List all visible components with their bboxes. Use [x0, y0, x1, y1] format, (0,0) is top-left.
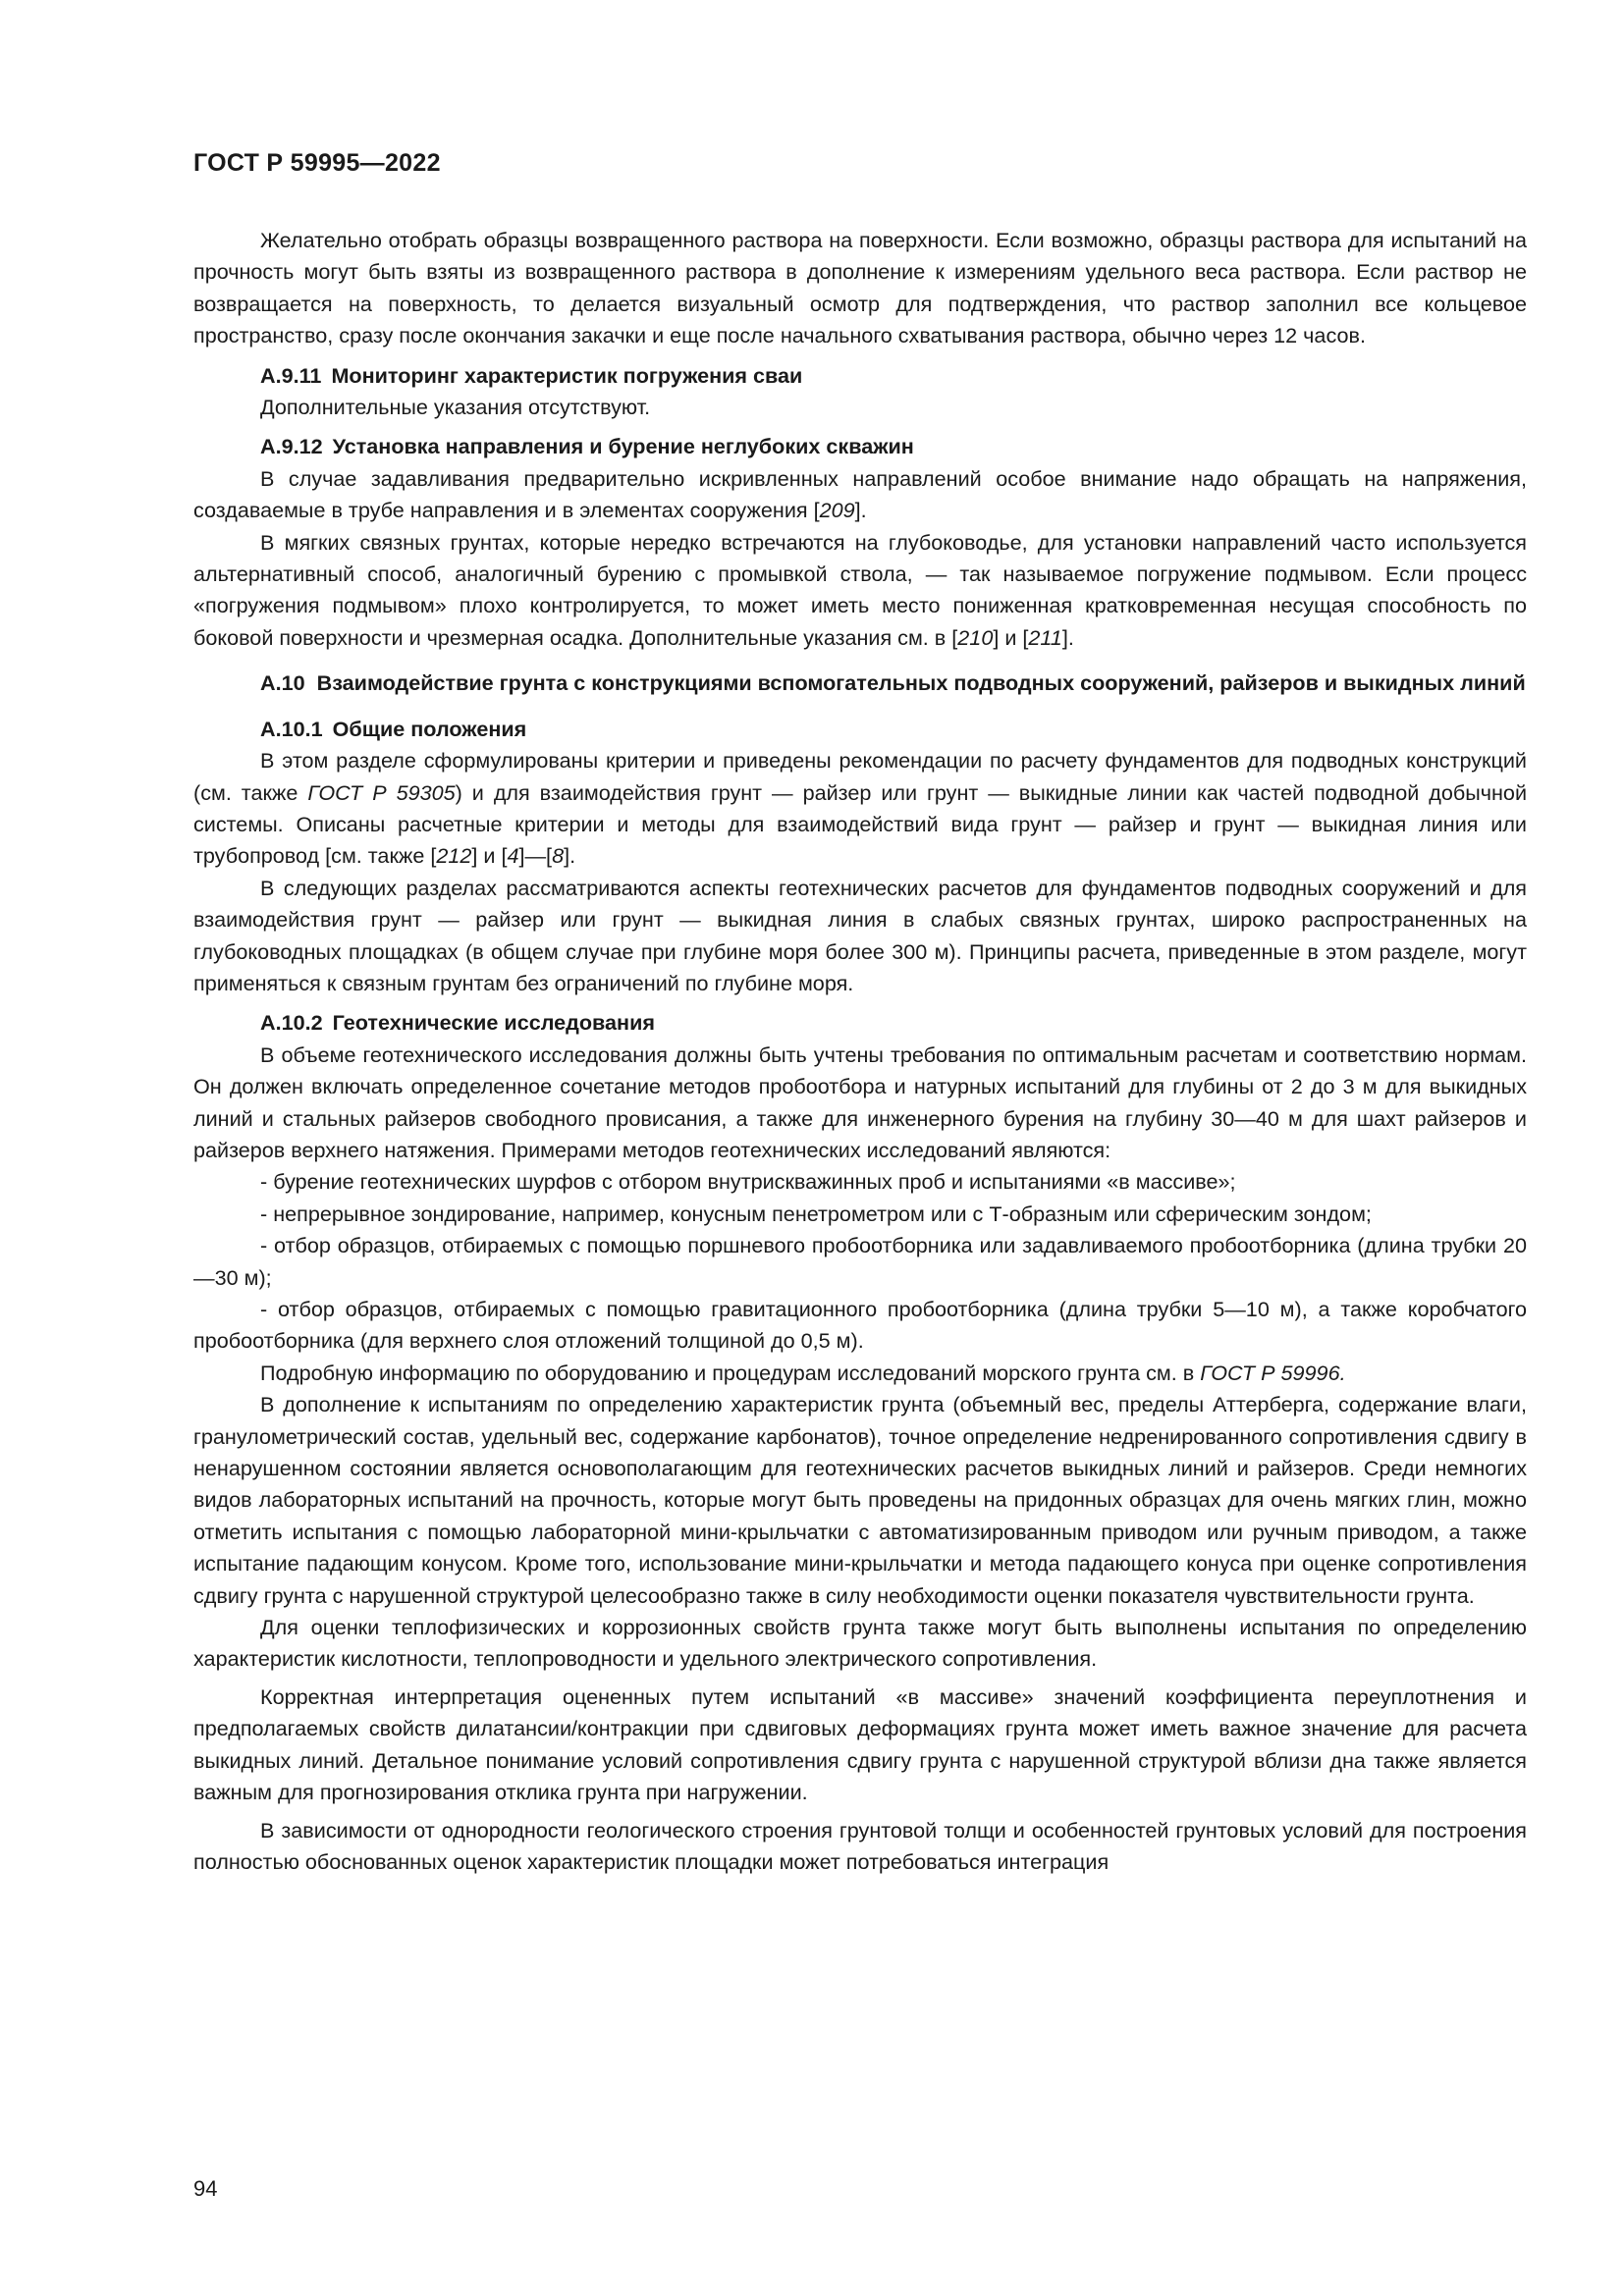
- section-title: Общие положения: [332, 716, 527, 741]
- list-item: - отбор образцов, отбираемых с помощью поршневого пробоотборника или задавливаемого пробоотборника (длина трубки 20—30 м);: [193, 1233, 1527, 1290]
- paragraph-shear-strength: В дополнение к испытаниям по определению характеристик грунта (объемный вес, пределы Аттерберга, содержание влаги, гранулометрический состав, удельный вес, содержание карбонатов), точное определение недренированного сопротивления сдвигу в ненарушенном состоянии является основополагающим для геотехнических расчетов выкидных линий и райзеров. Среди немногих видов лабораторных испытаний на прочность, которые могут быть проведены на придонных образцах для очень мягких глин, можно отметить испытания с помощью лабораторной мини-крыльчатки с автоматизированным приводом или ручным приводом, а также испытание падающим конусом. Кроме того, использование мини-крыльчатки и метода падающего конуса при оценке сопротивления сдвигу грунта с нарушенной структурой целесообразно также в силу необходимости оценки показателя чувствительности грунта.: [193, 1392, 1527, 1608]
- page-content: [193, 225, 1527, 1878]
- list-item: - отбор образцов, отбираемых с помощью гравитационного пробоотборника (длина трубки 5—10 м), а также коробчатого пробоотборника (для верхнего слоя отложений толщиной до 0,5 м).: [193, 1297, 1527, 1354]
- reference-link: 8: [552, 843, 565, 869]
- paragraph-interpretation: Корректная интерпретация оцененных путем испытаний «в массиве» значений коэффициента переуплотнения и предполагаемых свойств дилатансии/контракции при сдвиговых деформациях грунта может иметь важное значение для расчета выкидных линий. Детальное понимание условий сопротивления сдвигу грунта с нарушенной структурой вблизи дна также является важным для прогнозирования отклика грунта при нагружении.: [193, 1683, 1527, 1805]
- section-number: А.9.11: [260, 362, 322, 388]
- paragraph-grout-sampling: Желательно отобрать образцы возвращенного раствора на поверхности. Если возможно, образцы раствора для испытаний на прочность могут быть взяты из возвращенного раствора в дополнение к измерениям удельного веса раствора. Если раствор не возвращается на поверхность, то делается визуальный осмотр для подтверждения, что раствор заполнил все кольцевое пространство, сразу после окончания закачки и еще после начального схватывания раствора, обычно через 12 часов.: [193, 228, 1527, 348]
- section-number: А.9.12: [260, 434, 323, 459]
- paragraph-no-additional-guidance: Дополнительные указания отсутствуют.: [260, 395, 651, 420]
- section-heading-a-10-1: [193, 714, 1527, 745]
- reference-link: ГОСТ Р 59305: [307, 779, 456, 805]
- paragraph-following-sections: В следующих разделах рассматриваются аспекты геотехнических расчетов для фундаментов подводных сооружений и для взаимодействия грунт — райзер или грунт — выкидная линия в слабых связных грунтах, широко распространенных на глубоководных площадках (в общем случае при глубине моря более 300 м). Принципы расчета, приведенные в этом разделе, могут применяться к связным грунтам без ограничений по глубине моря.: [193, 875, 1527, 995]
- section-number: А.10.2: [260, 1010, 323, 1036]
- section-title: Геотехнические исследования: [332, 1010, 655, 1036]
- paragraph-jetting-installation: В мягких связных грунтах, которые нередко встречаются на глубоководье, для установки направлений часто используется альтернативный способ, аналогичный бурению с промывкой ствола, — так называемое погружение подмывом. Если процесс «погружения подмывом» плохо контролируется, то может иметь место пониженная кратковременная несущая способность по боковой поверхности и чрезмерная осадка. Дополнительные указания см. в [210] и [211].: [193, 529, 1527, 650]
- reference-link: 210: [957, 624, 994, 650]
- paragraph-geology-integration: В зависимости от однородности геологического строения грунтовой толщи и особенностей грунтовых условий для построения полностью обоснованных оценок характеристик площадки может потребоваться интеграция: [193, 1817, 1527, 1874]
- paragraph-section-scope: В этом разделе сформулированы критерии и приведены рекомендации по расчету фундаментов для подводных конструкций (см. также ГОСТ Р 59305) и для взаимодействия грунт — райзер или грунт — выкидные линии как частей подводной добычной системы. Описаны расчетные критерии и методы для взаимодействий вида грунт — райзер и грунт — выкидная линия или трубопровод [см. также [212] и [4]—[8].: [193, 748, 1528, 869]
- section-heading-a-10: [193, 667, 1527, 699]
- paragraph-conductor-pushing: В случае задавливания предварительно искривленных направлений особое внимание надо обращать на напряжения, создаваемые в трубе направления и в элементах сооружения [209].: [193, 465, 1527, 523]
- reference-link: 209: [819, 498, 855, 523]
- section-heading-a-9-11: [193, 360, 1527, 392]
- section-title: Мониторинг характеристик погружения сваи: [331, 362, 803, 388]
- section-heading-a-10-2: [193, 1007, 1527, 1039]
- reference-link: 4: [507, 843, 519, 869]
- reference-link: ГОСТ Р 59996.: [1200, 1360, 1346, 1385]
- document-code-header: ГОСТ Р 59995—2022: [193, 149, 441, 177]
- paragraph-equipment-reference: Подробную информацию по оборудованию и процедурам исследований морского грунта см. в ГОСТ Р 59996.: [260, 1360, 1346, 1385]
- section-number: А.10: [260, 670, 305, 696]
- page-number: 94: [193, 2176, 218, 2201]
- reference-link: 212: [436, 843, 472, 869]
- list-item: - непрерывное зондирование, например, конусным пенетрометром или с Т-образным или сферическим зондом;: [260, 1201, 1372, 1226]
- section-title: Установка направления и бурение неглубоких скважин: [332, 434, 914, 459]
- section-title: Взаимодействие грунта с конструкциями вспомогательных подводных сооружений, райзеров и выкидных линий: [316, 670, 1526, 696]
- paragraph-thermal-properties: Для оценки теплофизических и коррозионных свойств грунта также могут быть выполнены испытания по определению характеристик кислотности, теплопроводности и удельного электрического сопротивления.: [193, 1615, 1527, 1672]
- section-heading-a-9-12: [193, 431, 1527, 462]
- list-item: - бурение геотехнических шурфов с отбором внутрискважинных проб и испытаниями «в массиве»;: [260, 1169, 1236, 1195]
- reference-link: 211: [1028, 624, 1062, 650]
- paragraph-investigation-scope: В объеме геотехнического исследования должны быть учтены требования по оптимальным расчетам и соответствию нормам. Он должен включать определенное сочетание методов пробоотбора и натурных испытаний для глубины от 2 до 3 м для выкидных линий и стальных райзеров свободного провисания, а также для инженерного бурения на глубину 30—40 м для шахт райзеров и райзеров верхнего натяжения. Примерами методов геотехнических исследований являются:: [193, 1041, 1527, 1162]
- section-number: А.10.1: [260, 716, 323, 741]
